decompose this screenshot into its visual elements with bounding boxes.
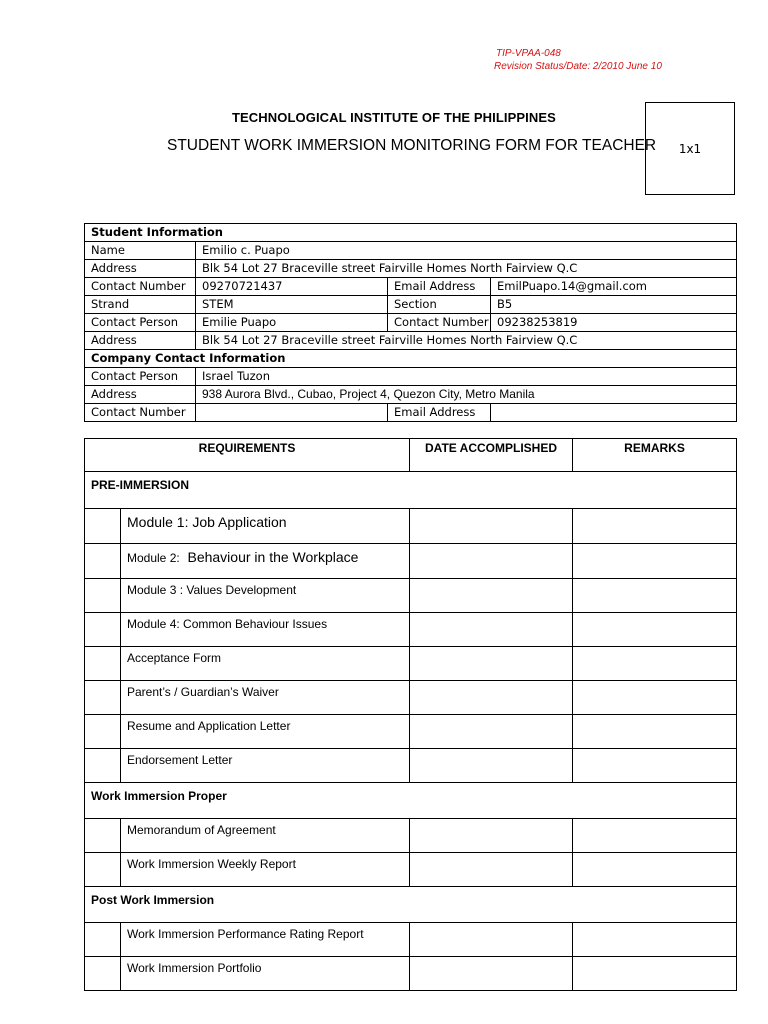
remarks-cell[interactable] (573, 681, 737, 715)
requirement-label: Module 4: Common Behaviour Issues (121, 613, 410, 647)
remarks-cell[interactable] (573, 819, 737, 853)
company-contact-person-label: Contact Person (85, 368, 196, 386)
section-label: Section (388, 296, 491, 314)
date-cell[interactable] (410, 715, 573, 749)
student-info-table (84, 223, 737, 422)
requirement-label: Module 3 : Values Development (121, 579, 410, 613)
remarks-cell[interactable] (573, 613, 737, 647)
module-2-prefix: Module 2: (127, 551, 180, 565)
check-cell[interactable] (85, 715, 121, 749)
requirement-label: Memorandum of Agreement (121, 819, 410, 853)
requirement-label: Acceptance Form (121, 647, 410, 681)
date-cell[interactable] (410, 681, 573, 715)
date-cell[interactable] (410, 957, 573, 991)
requirement-label (121, 544, 410, 579)
check-cell[interactable] (85, 957, 121, 991)
requirement-label: Work Immersion Portfolio (121, 957, 410, 991)
check-cell[interactable] (85, 681, 121, 715)
date-cell[interactable] (410, 853, 573, 887)
contact-person-address-value[interactable]: Blk 54 Lot 27 Braceville street Fairville Homes North Fairview Q.C (196, 332, 737, 350)
list-item (85, 749, 737, 783)
table-row (85, 368, 737, 386)
table-row (85, 314, 737, 332)
document-control (494, 47, 662, 73)
date-cell[interactable] (410, 509, 573, 544)
strand-value[interactable]: STEM (196, 296, 388, 314)
requirements-table (84, 438, 737, 991)
post-row (85, 887, 737, 923)
proper-row (85, 783, 737, 819)
table-row (85, 386, 737, 404)
remarks-cell[interactable] (573, 544, 737, 579)
revision-status: Revision Status/Date: 2/2010 June 10 (494, 61, 662, 72)
address-value[interactable]: Blk 54 Lot 27 Braceville street Fairville Homes North Fairview Q.C (196, 260, 737, 278)
list-item (85, 715, 737, 749)
student-info-title: Student Information (85, 224, 737, 242)
date-cell[interactable] (410, 613, 573, 647)
check-cell[interactable] (85, 749, 121, 783)
table-row (85, 404, 737, 422)
contact-person-number-label: Contact Number (388, 314, 491, 332)
table-row (85, 242, 737, 260)
pre-immersion-row (85, 472, 737, 509)
col-requirements: REQUIREMENTS (85, 439, 410, 472)
requirement-label: Parent’s / Guardian’s Waiver (121, 681, 410, 715)
name-value[interactable]: Emilio c. Puapo (196, 242, 737, 260)
remarks-cell[interactable] (573, 715, 737, 749)
list-item (85, 681, 737, 715)
col-remarks: REMARKS (573, 439, 737, 472)
module-2-title: Behaviour in the Workplace (187, 549, 359, 565)
check-cell[interactable] (85, 923, 121, 957)
address-label: Address (85, 260, 196, 278)
date-cell[interactable] (410, 819, 573, 853)
check-cell[interactable] (85, 647, 121, 681)
list-item (85, 544, 737, 579)
document-code: TIP-VPAA-048 (496, 48, 561, 59)
list-item (85, 957, 737, 991)
requirement-label: Resume and Application Letter (121, 715, 410, 749)
check-cell[interactable] (85, 853, 121, 887)
photo-label: 1x1 (678, 141, 702, 156)
company-address-label: Address (85, 386, 196, 404)
list-item (85, 819, 737, 853)
contact-person-label: Contact Person (85, 314, 196, 332)
contact-number-value[interactable]: 09270721437 (196, 278, 388, 296)
list-item (85, 579, 737, 613)
proper-title: Work Immersion Proper (85, 783, 737, 819)
remarks-cell[interactable] (573, 509, 737, 544)
contact-number-label: Contact Number (85, 278, 196, 296)
section-value[interactable]: B5 (491, 296, 737, 314)
email-label: Email Address (388, 278, 491, 296)
requirement-label: Work Immersion Performance Rating Report (121, 923, 410, 957)
contact-person-address-label: Address (85, 332, 196, 350)
requirement-label: Work Immersion Weekly Report (121, 853, 410, 887)
remarks-cell[interactable] (573, 579, 737, 613)
requirements-header-row (85, 439, 737, 472)
date-cell[interactable] (410, 749, 573, 783)
check-cell[interactable] (85, 819, 121, 853)
check-cell[interactable] (85, 579, 121, 613)
check-cell[interactable] (85, 509, 121, 544)
remarks-cell[interactable] (573, 853, 737, 887)
form-title: STUDENT WORK IMMERSION MONITORING FORM FOR TEACHER (167, 137, 657, 154)
company-contact-number-label: Contact Number (85, 404, 196, 422)
date-cell[interactable] (410, 647, 573, 681)
company-info-title: Company Contact Information (85, 350, 737, 368)
company-address-value[interactable]: 938 Aurora Blvd., Cubao, Project 4, Quezon City, Metro Manila (196, 386, 737, 404)
contact-person-number-value[interactable]: 09238253819 (491, 314, 737, 332)
requirement-label: Module 1: Job Application (121, 509, 410, 544)
list-item (85, 853, 737, 887)
photo-box (645, 102, 735, 195)
list-item (85, 509, 737, 544)
date-cell[interactable] (410, 923, 573, 957)
list-item (85, 923, 737, 957)
name-label: Name (85, 242, 196, 260)
strand-label: Strand (85, 296, 196, 314)
company-email-label: Email Address (388, 404, 491, 422)
post-title: Post Work Immersion (85, 887, 737, 923)
check-cell[interactable] (85, 613, 121, 647)
student-info-header-row (85, 224, 737, 242)
remarks-cell[interactable] (573, 957, 737, 991)
list-item (85, 647, 737, 681)
date-cell[interactable] (410, 579, 573, 613)
contact-person-value[interactable]: Emilie Puapo (196, 314, 388, 332)
table-row (85, 278, 737, 296)
requirement-label: Endorsement Letter (121, 749, 410, 783)
check-cell[interactable] (85, 544, 121, 579)
institution-name: TECHNOLOGICAL INSTITUTE OF THE PHILIPPINES (232, 110, 556, 125)
table-row (85, 260, 737, 278)
pre-immersion-title: PRE-IMMERSION (85, 472, 737, 509)
company-contact-number-value[interactable] (196, 404, 388, 422)
col-date-accomplished: DATE ACCOMPLISHED (410, 439, 573, 472)
company-contact-person-value[interactable]: Israel Tuzon (196, 368, 737, 386)
remarks-cell[interactable] (573, 749, 737, 783)
table-row (85, 332, 737, 350)
remarks-cell[interactable] (573, 647, 737, 681)
company-info-header-row (85, 350, 737, 368)
remarks-cell[interactable] (573, 923, 737, 957)
email-value[interactable]: EmilPuapo.14@gmail.com (491, 278, 737, 296)
company-email-value[interactable] (491, 404, 737, 422)
table-row (85, 296, 737, 314)
list-item (85, 613, 737, 647)
date-cell[interactable] (410, 544, 573, 579)
